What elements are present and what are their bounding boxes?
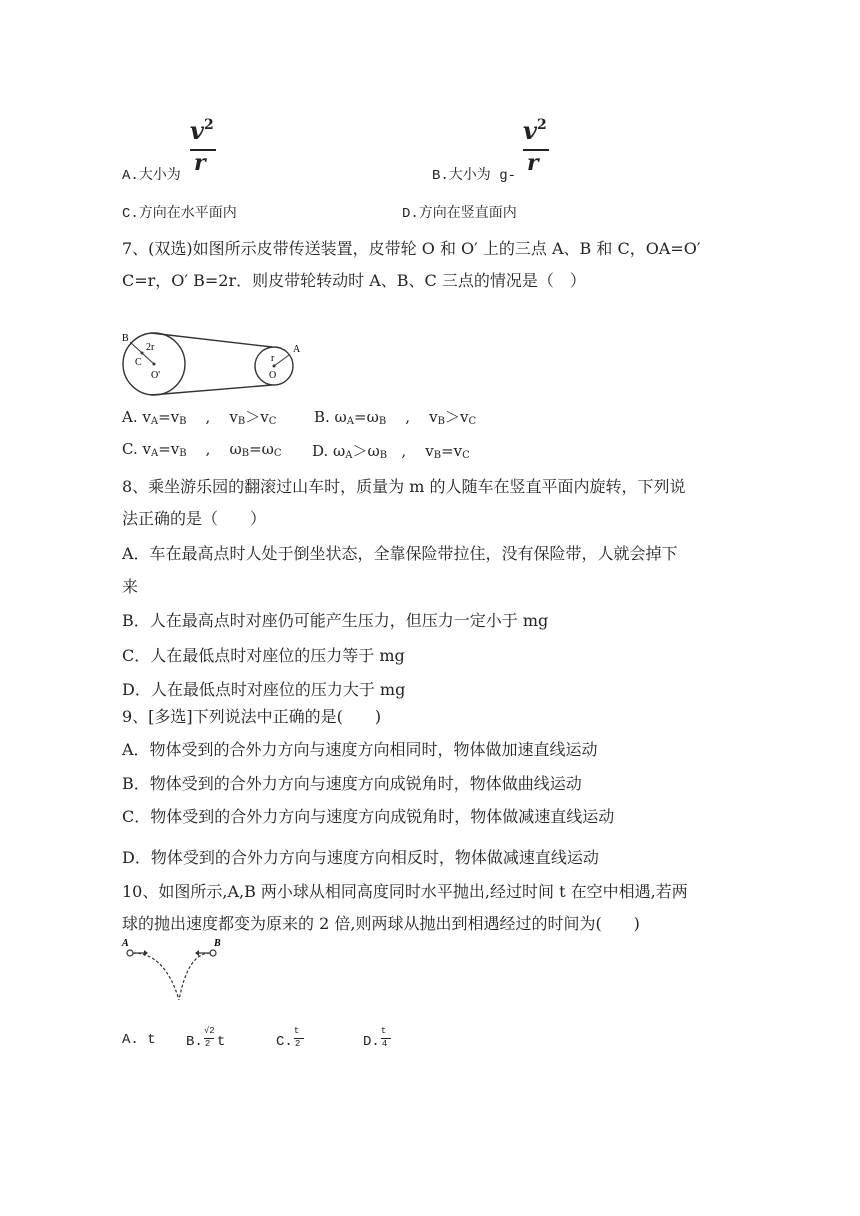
q10-option-c: C. $\frac{t}{2}$ xyxy=(276,1032,307,1050)
q6-option-b: B.大小为 g- xyxy=(432,168,517,184)
q7-option-d: D. $\omega_A>\omega_B$ , $v_B=v_C$ xyxy=(312,442,470,461)
label-2r: 2r xyxy=(146,342,155,353)
q8-stem-line2: 法正确的是（ ） xyxy=(122,509,267,528)
q8-option-c: C．人在最低点时对座位的压力等于 mg xyxy=(122,646,405,665)
label-a: A xyxy=(293,344,301,355)
q10-stem-line2: 球的抛出速度都变为原来的 2 倍,则两球从抛出到相遇经过的时间为( ) xyxy=(122,914,640,933)
label-r: r xyxy=(271,353,275,364)
q10-stem-line1: 10、如图所示,A,B 两小球从相同高度同时水平抛出,经过时间 t 在空中相遇,若两 xyxy=(122,882,688,901)
q7-option-a: A. $v_A=v_B$ , $v_B>v_C$ xyxy=(122,408,277,427)
q9-option-d: D．物体受到的合外力方向与速度方向相反时，物体做减速直线运动 xyxy=(122,848,599,867)
q6-option-d: D.方向在竖直面内 xyxy=(402,206,517,222)
label-o-prime: O' xyxy=(151,370,161,381)
q10-option-a: A. t xyxy=(122,1032,156,1048)
belt-pulley-figure xyxy=(118,328,308,400)
q8-stem-line1: 8、乘坐游乐园的翻滚过山车时，质量为 m 的人随车在竖直平面内旋转，下列说 xyxy=(122,477,686,496)
q8-option-a-line2: 来 xyxy=(122,577,139,596)
q7-stem-line2: C=r，O′ B=2r．则皮带轮转动时 A、B、C 三点的情况是（ ） xyxy=(122,271,586,290)
q7-option-b: B. $\omega_A=\omega_B$ , $v_B>v_C$ xyxy=(314,408,477,427)
q8-option-d: D．人在最低点时对座位的压力大于 mg xyxy=(122,680,406,699)
q9-stem: 9、[多选]下列说法中正确的是( ) xyxy=(122,707,382,726)
q10-option-b: B. $\frac{√2}{2}$ t xyxy=(186,1026,226,1050)
label-c: C xyxy=(135,357,142,368)
q9-option-b: B．物体受到的合外力方向与速度方向成锐角时，物体做曲线运动 xyxy=(122,774,582,793)
q7-option-c: C. $v_A=v_B$ , $\omega_B=\omega_C$ xyxy=(122,440,282,459)
q9-option-c: C．物体受到的合外力方向与速度方向成锐角时，物体做减速直线运动 xyxy=(122,807,615,826)
q6-option-c: C.方向在水平面内 xyxy=(122,206,237,222)
q9-option-a: A．物体受到的合外力方向与速度方向相同时，物体做加速直线运动 xyxy=(122,740,598,759)
projectile-figure xyxy=(120,936,230,1004)
label-ball-b: B xyxy=(214,938,221,949)
q6-option-a: A.大小为 xyxy=(122,168,181,184)
label-ball-a: A xyxy=(122,938,129,949)
label-o: O xyxy=(269,370,277,381)
q8-option-b: B．人在最高点时对座仍可能产生压力，但压力一定小于 mg xyxy=(122,611,549,630)
q7-stem-line1: 7、(双选)如图所示皮带传送装置，皮带轮 O 和 O′ 上的三点 A、B 和 C，OA=O′ xyxy=(122,239,701,258)
q8-option-a-line1: A．车在最高点时人处于倒坐状态，全靠保险带拉住，没有保险带，人就会掉下 xyxy=(122,544,678,563)
q10-option-d: D. $\frac{t}{4}$ xyxy=(363,1032,394,1050)
label-b: B xyxy=(122,333,129,344)
